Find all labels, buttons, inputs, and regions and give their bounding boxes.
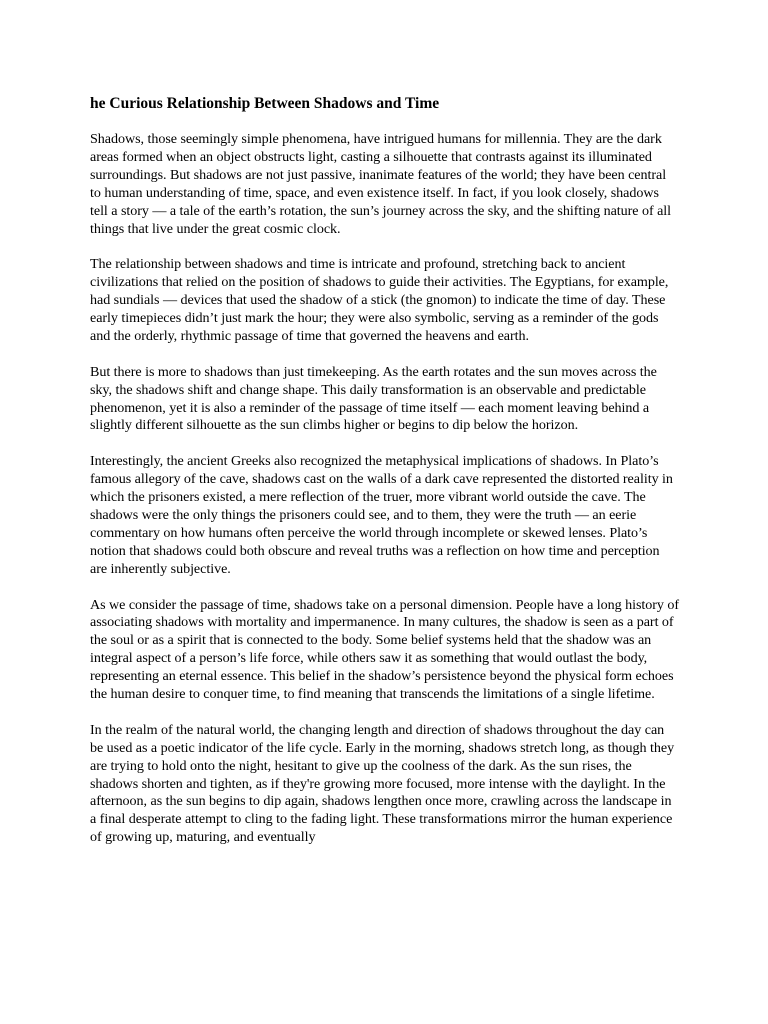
paragraph-1: Shadows, those seemingly simple phenomena, have intrigued humans for millennia. They are the dark areas formed when an object obstructs light, casting a silhouette that contrasts against its illuminated surroundings. But shadows are not just passive, inanimate features of the world; they have been central to human understanding of time, space, and even existence itself. In fact, if you look closely, shadows tell a story — a tale of the earth’s rotation, the sun’s journey across the sky, and the shifting nature of all things that live under the great cosmic clock. <box>90 131 672 237</box>
document-body <box>90 94 680 865</box>
document-title: he Curious Relationship Between Shadows and Time <box>90 95 440 112</box>
paragraph-6: In the realm of the natural world, the changing length and direction of shadows throughout the day can be used as a poetic indicator of the life cycle. Early in the morning, shadows stretch long, as though they are trying to hold onto the night, hesitant to give up the coolness of the dark. As the sun rises, the shadows shorten and tighten, as if they're growing more focused, more intense with the daylight. In the afternoon, as the sun begins to dip again, shadows lengthen once more, crawling across the landscape in a final desperate attempt to cling to the fading light. These transformations mirror the human experience of growing up, maturing, and eventually <box>90 721 675 846</box>
paragraph-4: Interestingly, the ancient Greeks also recognized the metaphysical implications of shadows. In Plato’s famous allegory of the cave, shadows cast on the walls of a dark cave represented the distorted reality in which the prisoners existed, a mere reflection of the truer, more vibrant world outside the cave. The shadows were the only things the prisoners could see, and to them, they were the truth — an eerie commentary on how humans often perceive the world through incomplete or skewed lenses. Plato’s notion that shadows could both obscure and reveal truths was a reflection on how time and perception are inherently subjective. <box>90 453 673 577</box>
paragraph-3: But there is more to shadows than just timekeeping. As the earth rotates and the sun moves across the sky, the shadows shift and change shape. This daily transformation is an observable and predictable phenomenon, yet it is also a reminder of the passage of time itself — each moment leaving behind a slightly different silhouette as the sun climbs higher or begins to dip below the horizon. <box>90 363 657 434</box>
paragraph-2: The relationship between shadows and time is intricate and profound, stretching back to ancient civilizations that relied on the position of shadows to guide their activities. The Egyptians, for example, had sundials — devices that used the shadow of a stick (the gnomon) to indicate the time of day. These early timepieces didn’t just mark the hour; they were also symbolic, serving as a reminder of the gods and the orderly, rhythmic passage of time that governed the heavens and earth. <box>90 256 669 344</box>
paragraph-5: As we consider the passage of time, shadows take on a personal dimension. People have a long history of associating shadows with mortality and impermanence. In many cultures, the shadow is seen as a part of the soul or as a spirit that is connected to the body. Some belief systems held that the shadow was an integral aspect of a person’s life force, while others saw it as something that would outlast the body, representing an eternal essence. This belief in the shadow’s persistence beyond the physical form echoes the human desire to conquer time, to find meaning that transcends the limitations of a single lifetime. <box>90 596 679 703</box>
